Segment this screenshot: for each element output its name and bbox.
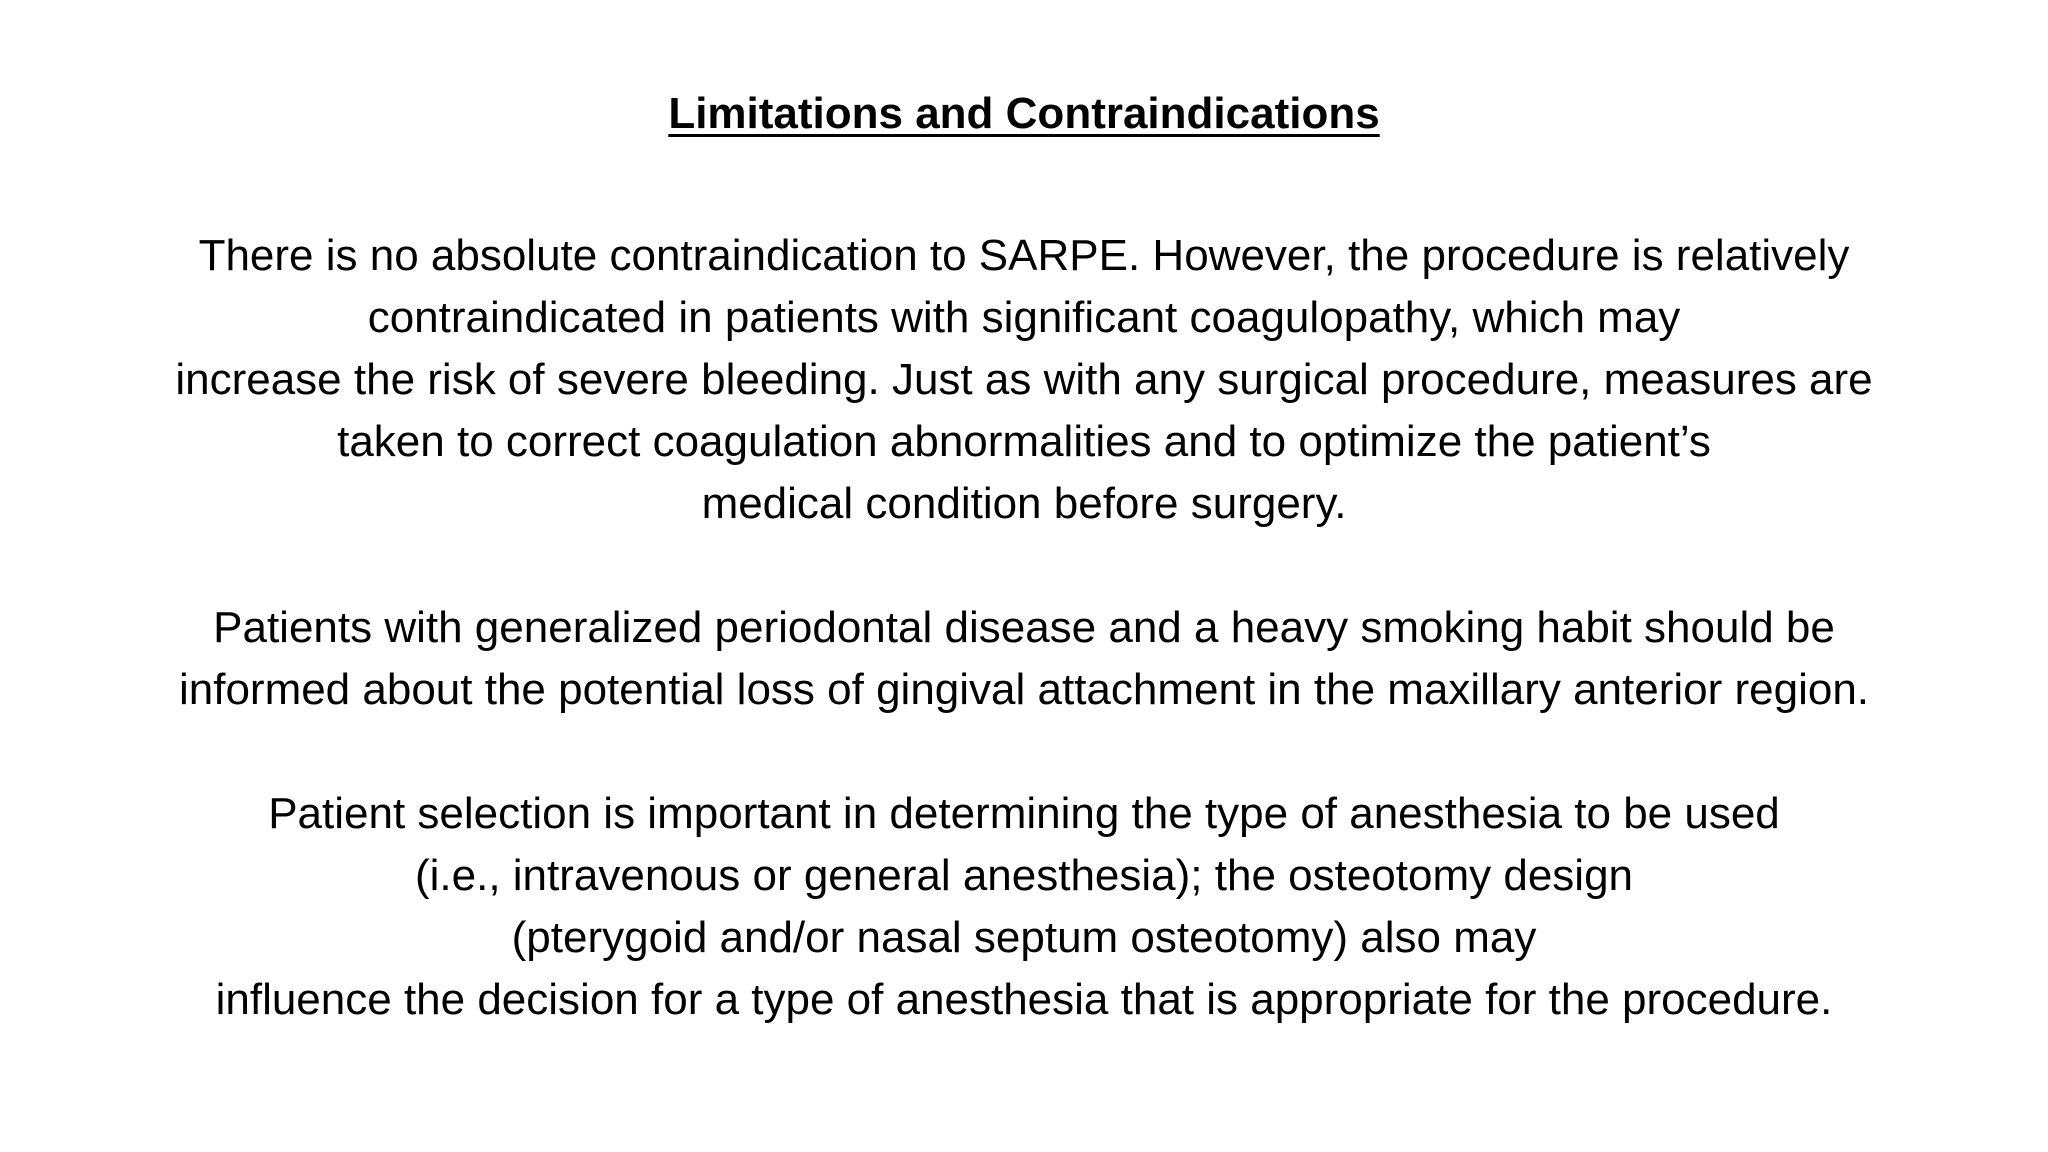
paragraph-line: Patient selection is important in determining the type of anesthesia to be used — [268, 789, 1780, 838]
paragraph-line: increase the risk of severe bleeding. Just as with any surgical procedure, measures are — [175, 355, 1873, 404]
paragraph-line: There is no absolute contraindication to SARPE. However, the procedure is relatively — [198, 231, 1850, 280]
paragraph-line: informed about the potential loss of gingival attachment in the maxillary anterior region. — [178, 665, 1870, 714]
paragraph-line: contraindicated in patients with significant coagulopathy, which may — [367, 293, 1681, 342]
paragraph-anesthesia — [60, 783, 1988, 1031]
slide-title: Limitations and Contraindications — [668, 89, 1380, 138]
paragraph-line: influence the decision for a type of anesthesia that is appropriate for the procedure. — [215, 975, 1833, 1024]
paragraph-line: Patients with generalized periodontal disease and a heavy smoking habit should be — [213, 603, 1835, 652]
paragraph-contraindications — [60, 225, 1988, 535]
paragraph-line: medical condition before surgery. — [701, 479, 1347, 528]
paragraph-line: (i.e., intravenous or general anesthesia); the osteotomy design — [414, 851, 1634, 900]
paragraph-periodontal — [60, 597, 1988, 721]
paragraph-line: (pterygoid and/or nasal septum osteotomy) also may — [511, 913, 1537, 962]
paragraph-line: taken to correct coagulation abnormalities and to optimize the patient’s — [337, 417, 1711, 466]
